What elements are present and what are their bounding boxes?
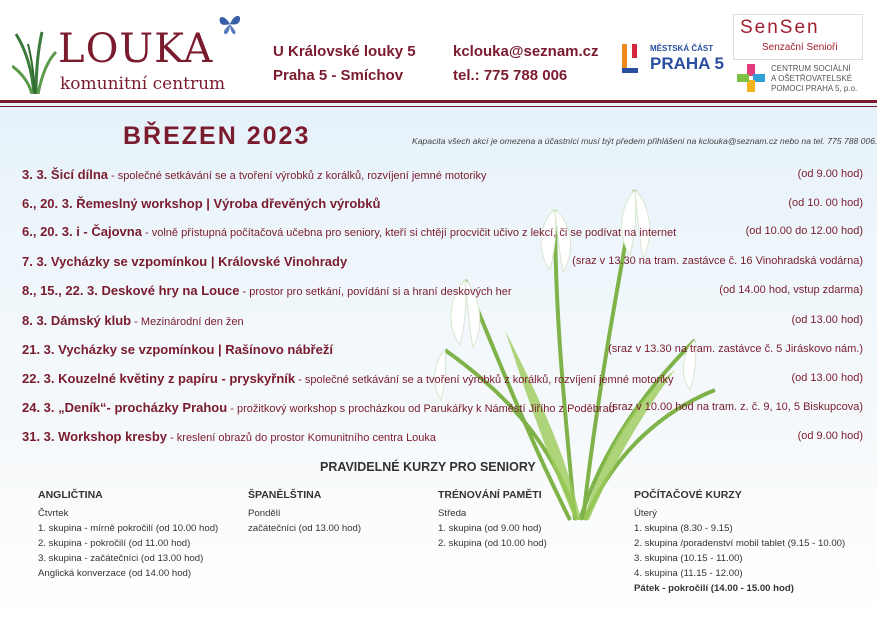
course-line: Pátek - pokročilí (14.00 - 15.00 hod) <box>634 583 794 594</box>
event-row <box>0 311 877 331</box>
event-time: (od 14.00 hod, vstup zdarma) <box>719 284 863 296</box>
event-title: Deskové hry na Louce <box>101 283 240 298</box>
header-divider <box>0 106 877 107</box>
event-title: Kouzelné květiny z papíru - pryskyřník <box>58 371 296 386</box>
event-text <box>22 283 512 298</box>
event-title: Řemeslný workshop | Výroba dřevěných výrobků <box>76 196 381 211</box>
event-text <box>22 400 615 415</box>
event-text <box>22 196 380 211</box>
event-date: 21. 3. <box>22 342 59 357</box>
event-text <box>22 224 676 239</box>
email-link[interactable]: kclouka@seznam.cz <box>453 43 599 60</box>
course-line: 1. skupina (8.30 - 9.15) <box>634 523 733 534</box>
event-title: Vycházky se vzpomínkou | Rašínovo nábřeží <box>58 342 333 357</box>
event-row <box>0 398 877 418</box>
event-date: 8. 3. <box>22 313 51 328</box>
event-row <box>0 194 877 214</box>
event-row <box>0 252 877 272</box>
course-heading: POČÍTAČOVÉ KURZY <box>634 489 742 501</box>
event-title: Vycházky se vzpomínkou | Královské Vinohrady <box>50 254 348 269</box>
event-time: (od 9.00 hod) <box>797 168 863 180</box>
event-time: (od 9.00 hod) <box>797 430 863 442</box>
course-line: Úterý <box>634 508 657 519</box>
event-time: (sraz v 13.30 na tram. zastávce č. 5 Jiráskovo nám.) <box>608 343 863 355</box>
csop-logo <box>733 60 861 100</box>
address-line-1: U Královské louky 5 <box>273 43 416 60</box>
event-description: - společné setkávání se a tvoření výrobků z korálků, rozvíjení jemné motoriky <box>295 374 674 386</box>
sensen-tagline: Senzační Senioři <box>762 42 838 53</box>
event-time: (sraz v 10.00 hod na tram. z. č. 9, 10, 5 Biskupcova) <box>608 401 863 413</box>
course-heading: TRÉNOVÁNÍ PAMĚTI <box>438 489 542 501</box>
butterfly-icon <box>218 12 242 36</box>
courses-title: PRAVIDELNÉ KURZY PRO SENIORY <box>320 460 536 474</box>
phone-number: tel.: 775 788 006 <box>453 67 568 84</box>
event-row <box>0 340 877 360</box>
address <box>273 40 416 88</box>
event-description: - prožitkový workshop s procházkou od Parukářky k Náměstí Jiřího z Poděbrad <box>227 403 615 415</box>
csop-line-3: POMOCI PRAHA 5, p.o. <box>771 84 858 93</box>
event-text <box>22 254 347 269</box>
course-line: Středa <box>438 508 467 519</box>
course-line: 2. skupina (od 10.00 hod) <box>438 538 547 549</box>
course-line: 2. skupina /poradenství mobil tablet (9.15 - 10.00) <box>634 538 846 549</box>
logo-subtitle: komunitní centrum <box>60 74 226 94</box>
event-time: (od 13.00 hod) <box>791 372 863 384</box>
course-column <box>438 488 547 551</box>
event-date: 6., 20. 3. <box>22 224 77 239</box>
event-text <box>22 342 333 357</box>
praha5-small-text: MĚSTSKÁ ČÁST <box>650 44 714 53</box>
event-text <box>22 429 436 444</box>
event-title: Dámský klub <box>50 313 132 328</box>
grass-logo-icon <box>12 30 58 94</box>
event-time: (od 10. 00 hod) <box>788 197 863 209</box>
csop-line-2: A OŠETŘOVATELSKÉ <box>771 74 853 83</box>
event-date: 6., 20. 3. <box>22 196 77 211</box>
logo-title: LOUKA <box>58 26 214 72</box>
praha5-mark-icon <box>622 42 644 76</box>
event-row <box>0 165 877 185</box>
event-text <box>22 167 486 182</box>
event-time: (od 10.00 do 12.00 hod) <box>745 225 863 237</box>
event-title: „Deník“- procházky Prahou <box>58 400 228 415</box>
capacity-note: Kapacita všech akcí je omezena a účastníci musí být předem přihlášeni na kclouka@seznam.cz nebo na tel. 775 788 006. <box>412 136 877 146</box>
course-line: začátečníci (od 13.00 hod) <box>248 523 362 534</box>
header <box>0 0 877 103</box>
course-line: Čtvrtek <box>38 508 69 519</box>
event-row <box>0 222 877 242</box>
event-date: 3. 3. <box>22 167 51 182</box>
contact <box>453 40 599 88</box>
csop-text <box>771 64 857 94</box>
event-row <box>0 427 877 447</box>
course-line: 4. skupina (11.15 - 12.00) <box>634 568 743 579</box>
praha5-logo <box>616 36 724 82</box>
address-line-2: Praha 5 - Smíchov <box>273 67 404 84</box>
event-time: (sraz v 13.30 na tram. zastávce č. 16 Vinohradská vodárna) <box>572 255 863 267</box>
event-description: - prostor pro setkání, povídání si a hraní deskových her <box>239 286 512 298</box>
course-column <box>38 488 218 581</box>
event-description: - volně přístupná počítačová učebna pro seniory, kteří si chtějí procvičit učivo z lekcí, či se podívat na internet <box>141 227 677 239</box>
sensen-logo <box>733 14 863 60</box>
course-heading: ANGLIČTINA <box>38 489 103 501</box>
event-title: Šicí dílna <box>50 167 108 182</box>
event-title: Workshop kresby <box>58 429 167 444</box>
event-text <box>22 313 244 328</box>
csop-cross-icon <box>737 64 765 92</box>
course-column <box>634 488 845 596</box>
event-text <box>22 371 674 386</box>
sensen-name: SenSen <box>740 17 820 38</box>
event-description: - kreslení obrazů do prostor Komunitního centra Louka <box>167 432 437 444</box>
event-date: 22. 3. <box>22 371 59 386</box>
course-heading: ŠPANĚLŠTINA <box>248 489 322 501</box>
course-line: Pondělí <box>248 508 281 519</box>
event-description: - Mezinárodní den žen <box>131 316 244 328</box>
course-line: 3. skupina (10.15 - 11.00) <box>634 553 743 564</box>
event-description: - společné setkávání se a tvoření výrobků z korálků, rozvíjení jemné motoriky <box>108 170 487 182</box>
event-date: 8., 15., 22. 3. <box>22 283 102 298</box>
event-title: i - Čajovna <box>76 224 142 239</box>
course-column <box>248 488 361 536</box>
course-line: 3. skupina - začátečníci (od 13.00 hod) <box>38 553 204 564</box>
event-date: 24. 3. <box>22 400 59 415</box>
course-line: 2. skupina - pokročilí (od 11.00 hod) <box>38 538 191 549</box>
csop-line-1: CENTRUM SOCIÁLNÍ <box>771 64 851 73</box>
event-date: 7. 3. <box>22 254 51 269</box>
course-line: 1. skupina (od 9.00 hod) <box>438 523 542 534</box>
course-line: Anglická konverzace (od 14.00 hod) <box>38 568 192 579</box>
event-date: 31. 3. <box>22 429 59 444</box>
praha5-big-text: PRAHA 5 <box>650 54 724 73</box>
event-time: (od 13.00 hod) <box>791 314 863 326</box>
event-row <box>0 281 877 301</box>
event-row <box>0 369 877 389</box>
month-title: BŘEZEN 2023 <box>123 122 311 150</box>
course-line: 1. skupina - mírně pokročilí (od 10.00 hod) <box>38 523 219 534</box>
